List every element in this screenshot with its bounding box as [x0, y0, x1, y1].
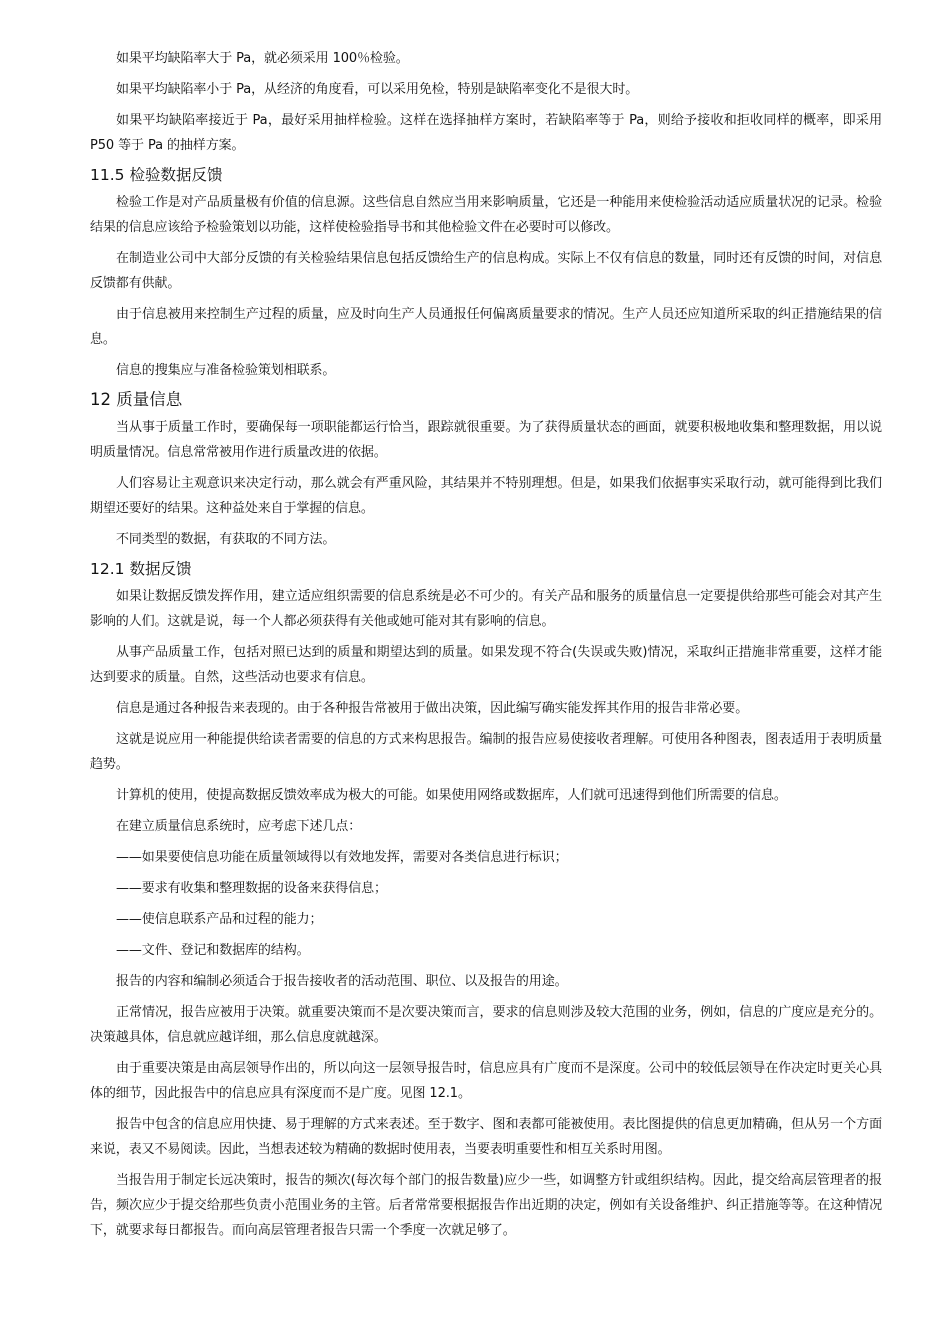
- paragraph: 报告中包含的信息应用快捷、易于理解的方式来表述。至于数字、图和表都可能被使用。表比图提供的信息更加精确，但从另一个方面来说，表又不易阅读。因此，当想表述较为精确的数据时使用表，当要表明重要性和相互关系时用图。: [90, 1117, 882, 1157]
- paragraph: 计算机的使用，使提高数据反馈效率成为极大的可能。如果使用网络或数据库，人们就可迅速得到他们所需要的信息。: [116, 788, 787, 803]
- list-item: ——使信息联系产品和过程的能力；: [116, 912, 323, 927]
- section-heading-11-5: 11.5 检验数据反馈: [90, 166, 223, 184]
- paragraph: 信息是通过各种报告来表现的。由于各种报告常被用于做出决策，因此编写确实能发挥其作用的报告非常必要。: [116, 701, 749, 716]
- list-item: ——如果要使信息功能在质量领域得以有效地发挥，需要对各类信息进行标识；: [116, 850, 568, 865]
- paragraph: 由于信息被用来控制生产过程的质量，应及时向生产人员通报任何偏离质量要求的情况。生产人员还应知道所采取的纠正措施结果的信息。: [90, 307, 882, 347]
- paragraph: 检验工作是对产品质量极有价值的信息源。这些信息自然应当用来影响质量，它还是一种能用来使检验活动适应质量状况的记录。检验结果的信息应该给予检验策划以功能，这样使检验指导书和其他检验文件在必要时可以修改。: [90, 195, 882, 235]
- paragraph: 在建立质量信息系统时，应考虑下述几点：: [116, 819, 362, 834]
- paragraph: 在制造业公司中大部分反馈的有关检验结果信息包括反馈给生产的信息构成。实际上不仅有信息的数量，同时还有反馈的时间，对信息反馈都有供献。: [90, 251, 882, 291]
- document-page: [90, 46, 882, 1249]
- paragraph: 正常情况，报告应被用于决策。就重要决策而不是次要决策而言，要求的信息则涉及较大范围的业务，例如，信息的广度应是充分的。决策越具体，信息就应越详细，那么信息度就越深。: [90, 1005, 882, 1045]
- paragraph: 如果平均缺陷率大于 Pa，就必须采用 100％检验。: [116, 51, 409, 66]
- paragraph: 如果平均缺陷率接近于 Pa，最好采用抽样检验。这样在选择抽样方案时，若缺陷率等于 Pa，则给予接收和拒收同样的概率，即采用 P50 等于 Pa 的抽样方案。: [90, 113, 882, 153]
- paragraph: 这就是说应用一种能提供给读者需要的信息的方式来构思报告。编制的报告应易使接收者理解。可使用各种图表，图表适用于表明质量趋势。: [90, 732, 882, 772]
- section-heading-12-1: 12.1 数据反馈: [90, 560, 192, 578]
- paragraph: 当报告用于制定长远决策时，报告的频次(每次每个部门的报告数量)应少一些，如调整方针或组织结构。因此，提交给高层管理者的报告，频次应少于提交给那些负责小范围业务的主管。后者常常要根据报告作出近期的决定，例如有关设备维护、纠正措施等等。在这种情况下，就要求每日都报告。而向高层管理者报告只需一个季度一次就足够了。: [90, 1173, 882, 1238]
- list-item: ——文件、登记和数据库的结构。: [116, 943, 310, 958]
- list-item: ——要求有收集和整理数据的设备来获得信息；: [116, 881, 387, 896]
- paragraph: 如果让数据反馈发挥作用，建立适应组织需要的信息系统是必不可少的。有关产品和服务的质量信息一定要提供给那些可能会对其产生影响的人们。这就是说，每一个人都必须获得有关他或她可能对其有影响的信息。: [90, 589, 882, 629]
- paragraph: 报告的内容和编制必须适合于报告接收者的活动范围、职位、以及报告的用途。: [116, 974, 568, 989]
- paragraph: 不同类型的数据，有获取的不同方法。: [116, 532, 336, 547]
- paragraph: 从事产品质量工作，包括对照已达到的质量和期望达到的质量。如果发现不符合(失误或失败)情况，采取纠正措施非常重要，这样才能达到要求的质量。自然，这些活动也要求有信息。: [90, 645, 882, 685]
- paragraph: 人们容易让主观意识来决定行动，那么就会有严重风险，其结果并不特别理想。但是，如果我们依据事实采取行动，就可能得到比我们期望还要好的结果。这种益处来自于掌握的信息。: [90, 476, 882, 516]
- paragraph: 信息的搜集应与准备检验策划相联系。: [116, 363, 336, 378]
- paragraph: 如果平均缺陷率小于 Pa，从经济的角度看，可以采用免检，特别是缺陷率变化不是很大时。: [116, 82, 639, 97]
- paragraph: 当从事于质量工作时，要确保每一项职能都运行恰当，跟踪就很重要。为了获得质量状态的画面，就要积极地收集和整理数据，用以说明质量情况。信息常常被用作进行质量改进的依据。: [90, 420, 882, 460]
- paragraph: 由于重要决策是由高层领导作出的，所以向这一层领导报告时，信息应具有广度而不是深度。公司中的较低层领导在作决定时更关心具体的细节，因此报告中的信息应具有深度而不是广度。见图 12.1。: [90, 1061, 882, 1101]
- chapter-heading-12: 12 质量信息: [90, 390, 183, 409]
